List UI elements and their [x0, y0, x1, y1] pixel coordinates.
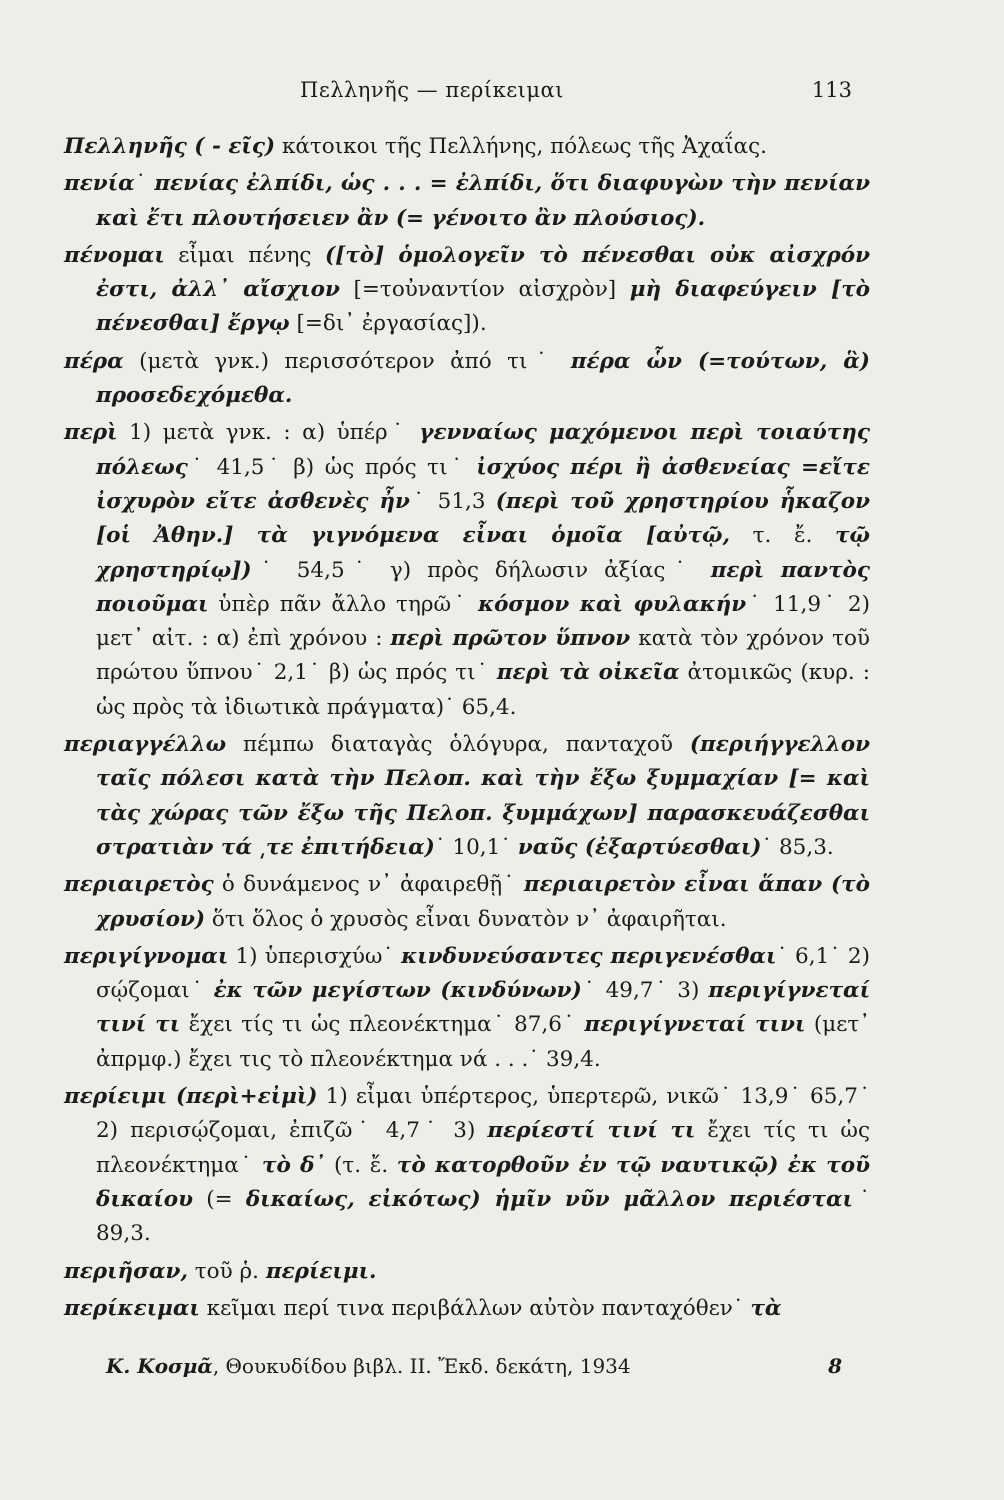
greek-quotation: περίεστί τινί τι — [487, 1118, 696, 1144]
definition-text: ὅτι ὅλος ὁ χρυσὸς εἶναι δυνατὸν ν᾽ ἀφαιρῆται. — [205, 906, 727, 932]
definition-text: ˙ 49,7˙ 3) — [581, 978, 709, 1004]
lexicon-entry — [64, 868, 870, 937]
greek-quotation: πένομαι — [64, 242, 165, 268]
greek-quotation: (περὶ τοῦ χρηστηρίου ἧκαζον [οἱ Ἀθην.] τὰ γιγνόμενα εἶναι ὁμοῖα [αὐτῷ, — [96, 488, 870, 549]
definition-text: 1) ὑπερισχύω˙ — [228, 943, 402, 969]
greek-quotation: ([τὸ] ὁμολογεῖν τὸ πένεσθαι οὐκ αἰσχρόν ἐστι, ἀλλ᾽ αἴσχιον — [96, 242, 871, 303]
lexicon-body — [64, 130, 870, 1329]
greek-quotation: περιῆσαν, — [64, 1258, 188, 1284]
lexicon-entry — [64, 416, 870, 725]
greek-quotation: πέρα ὧν (=τούτων, ἃ) προσεδεχόμεθα. — [96, 348, 870, 409]
greek-quotation: κινδυνεύσαντες περιγενέσθαι — [401, 943, 777, 969]
definition-text: ὑπὲρ πᾶν ἄλλο τηρῶ˙ — [208, 591, 478, 617]
greek-quotation: τῷ χρηστηρίῳ]) — [96, 523, 870, 583]
definition-text: (μετὰ γνκ.) περισσότερον ἀπό τι˙ — [123, 348, 571, 374]
greek-quotation: τὰ — [750, 1295, 782, 1321]
greek-quotation: περὶ πρῶτον ὕπνον — [390, 626, 631, 652]
definition-text: ˙ 41,5˙ β) ὡς πρός τι˙ — [187, 454, 477, 480]
lexicon-entry — [64, 728, 870, 865]
greek-quotation: περίειμι (περὶ+εἰμὶ) — [64, 1084, 318, 1110]
definition-text: εἶμαι πένης — [164, 242, 325, 268]
footer-rest: , Θουκυδίδου βιβλ. ΙΙ. Ἔκδ. δεκάτη, 1934 — [212, 1354, 631, 1378]
definition-text: ˙ — [134, 171, 155, 197]
greek-quotation: ἰσχύος πέρι ἢ ἀσθενείας =εἴτε ἰσχυρὸν εἴτε ἀσθενὲς ἦν — [96, 454, 870, 514]
page-number: 113 — [811, 78, 852, 102]
greek-quotation: μὴ διαφεύγειν [τὸ πένεσθαι] ἔργῳ — [96, 277, 870, 337]
definition-text: ἔχει τίς τι ὡς πλεονέκτημα˙ — [96, 1118, 870, 1178]
definition-text: ˙ 51,3 — [409, 488, 496, 514]
footer-author: Κ. Κοσμᾶ — [106, 1354, 213, 1378]
definition-text: κάτοικοι τῆς Πελλήνης, πόλεως τῆς Ἀχαΐας. — [275, 134, 767, 159]
greek-quotation: πενία — [64, 171, 135, 197]
definition-text: ἔχει τίς τι ὡς πλεονέκτημα˙ 87,6˙ — [180, 1012, 585, 1038]
definition-text: πέμπω διαταγὰς ὁλόγυρα, πανταχοῦ — [226, 732, 690, 758]
greek-quotation: περὶ — [64, 420, 118, 446]
definition-text: ˙ 11,9˙ 2) μετ᾽ αἰτ. : α) ἐπὶ χρόνου : — [96, 591, 871, 652]
greek-quotation: περίειμι. — [265, 1258, 377, 1284]
definition-text: ˙ 54,5˙ γ) πρὸς δήλωσιν ἀξίας˙ — [251, 557, 711, 583]
definition-text: τοῦ ῥ. — [187, 1258, 266, 1284]
lexicon-entry — [64, 167, 870, 236]
greek-quotation: τὸ δ᾽ — [261, 1152, 326, 1178]
greek-quotation: περιαιρετὸν εἶναι ἅπαν (τὸ χρυσίον) — [96, 872, 870, 932]
lexicon-entry — [64, 1080, 870, 1251]
definition-text: (τ. ἔ. — [325, 1152, 397, 1178]
running-title: Πελληνῆς — περίκειμαι — [300, 78, 564, 102]
greek-quotation: ἐκ τῶν μεγίστων (κινδύνων) — [213, 978, 582, 1004]
lexicon-entry — [64, 940, 870, 1077]
running-head — [0, 78, 1004, 118]
greek-quotation: ναῦς (ἐξαρτύεσθαι) — [517, 834, 762, 860]
lexicon-entry — [64, 130, 870, 164]
greek-quotation: γενναίως μαχόμενοι περὶ τοιαύτης πόλεως — [96, 420, 870, 480]
greek-quotation: πενίας ἐλπίδι, ὡς . . . = ἐλπίδι, ὅτι διαφυγὼν τὴν πενίαν καὶ ἔτι πλουτήσειεν ἂν (= γένοιτο ἂν πλούσιος). — [96, 171, 870, 231]
definition-text: 1) μετὰ γνκ. : α) ὑπέρ˙ — [117, 420, 420, 446]
greek-quotation: περὶ παντὸς ποιοῦμαι — [96, 557, 870, 617]
greek-quotation: τὸ κατορθοῦν ἐν τῷ ναυτικῷ) ἐκ τοῦ δικαίου — [96, 1152, 871, 1212]
greek-quotation: περίκειμαι — [64, 1295, 200, 1321]
greek-quotation: περιαγγέλλω — [64, 732, 227, 758]
definition-text: ˙ 89,3. — [96, 1186, 870, 1247]
lexicon-entry — [64, 345, 870, 414]
definition-text: (= — [193, 1186, 246, 1212]
definition-text: [=τοὐναντίον αἰσχρὸν] — [339, 277, 630, 303]
definition-text: (μετ᾽ ἀπρμφ.) ἔχει τις τὸ πλεονέκτημα νά . . .˙ 39,4. — [96, 1012, 870, 1072]
greek-quotation: δικαίως, εἰκότως) ἡμῖν νῦν μᾶλλον περιέσται — [245, 1186, 853, 1212]
lexicon-entry — [64, 1292, 870, 1326]
definition-text: κατὰ τὸν χρόνον τοῦ πρώτου ὕπνου˙ 2,1˙ β) ὡς πρός τι˙ — [96, 626, 870, 686]
definition-text: κεῖμαι περί τινα περιβάλλων αὐτὸν πανταχόθεν˙ — [199, 1295, 751, 1321]
definition-text: [=δι᾽ ἐργασίας]). — [289, 311, 487, 337]
lexicon-entry — [64, 239, 870, 342]
definition-text: 1) εἶμαι ὑπέρτερος, ὑπερτερῶ, νικῶ˙ 13,9˙ 65,7˙ 2) περισῴζομαι, ἐπιζῶ˙ 4,7˙ 3) — [96, 1084, 870, 1144]
footer — [106, 1354, 842, 1378]
greek-quotation: (περιήγγελλον ταῖς πόλεσι κατὰ τὴν Πελοπ. καὶ τὴν ἔξω ξυμμαχίαν [= καὶ τὰς χώρας τῶν ἔξω τῆς Πελοπ. ξυμμάχων] παρασκευάζεσθαι στρατιὰν τά ͵τε ἐπιτήδεια) — [96, 732, 870, 860]
definition-text: ὁ δυνάμενος ν᾽ ἀφαιρεθῇ˙ — [213, 872, 524, 898]
definition-text: ˙ 6,1˙ 2) σῴζομαι˙ — [96, 943, 870, 1004]
greek-quotation: περὶ τὰ οἰκεῖα — [496, 660, 680, 686]
greek-quotation: πέρα — [64, 348, 124, 374]
footer-imprint — [106, 1354, 631, 1378]
greek-quotation: περιγίγνεταί τινι — [584, 1012, 806, 1038]
greek-quotation: κόσμον καὶ φυλακήν — [477, 591, 747, 617]
greek-quotation: περιγίγνομαι — [64, 943, 229, 969]
greek-quotation: Πελληνῆς ( - εῖς) — [64, 134, 276, 159]
signature-mark: 8 — [828, 1354, 842, 1378]
definition-text: ἀτομικῶς (κυρ. : ὡς πρὸς τὰ ἰδιωτικὰ πράγματα)˙ 65,4. — [96, 660, 870, 720]
definition-text: τ. ἔ. — [730, 523, 836, 549]
greek-quotation: περιγίγνεταί τινί τι — [96, 978, 870, 1038]
definition-text: ˙ 85,3. — [761, 834, 834, 860]
greek-quotation: περιαιρετὸς — [64, 872, 214, 898]
lexicon-entry — [64, 1255, 870, 1289]
definition-text: ˙ 10,1˙ — [434, 834, 518, 860]
